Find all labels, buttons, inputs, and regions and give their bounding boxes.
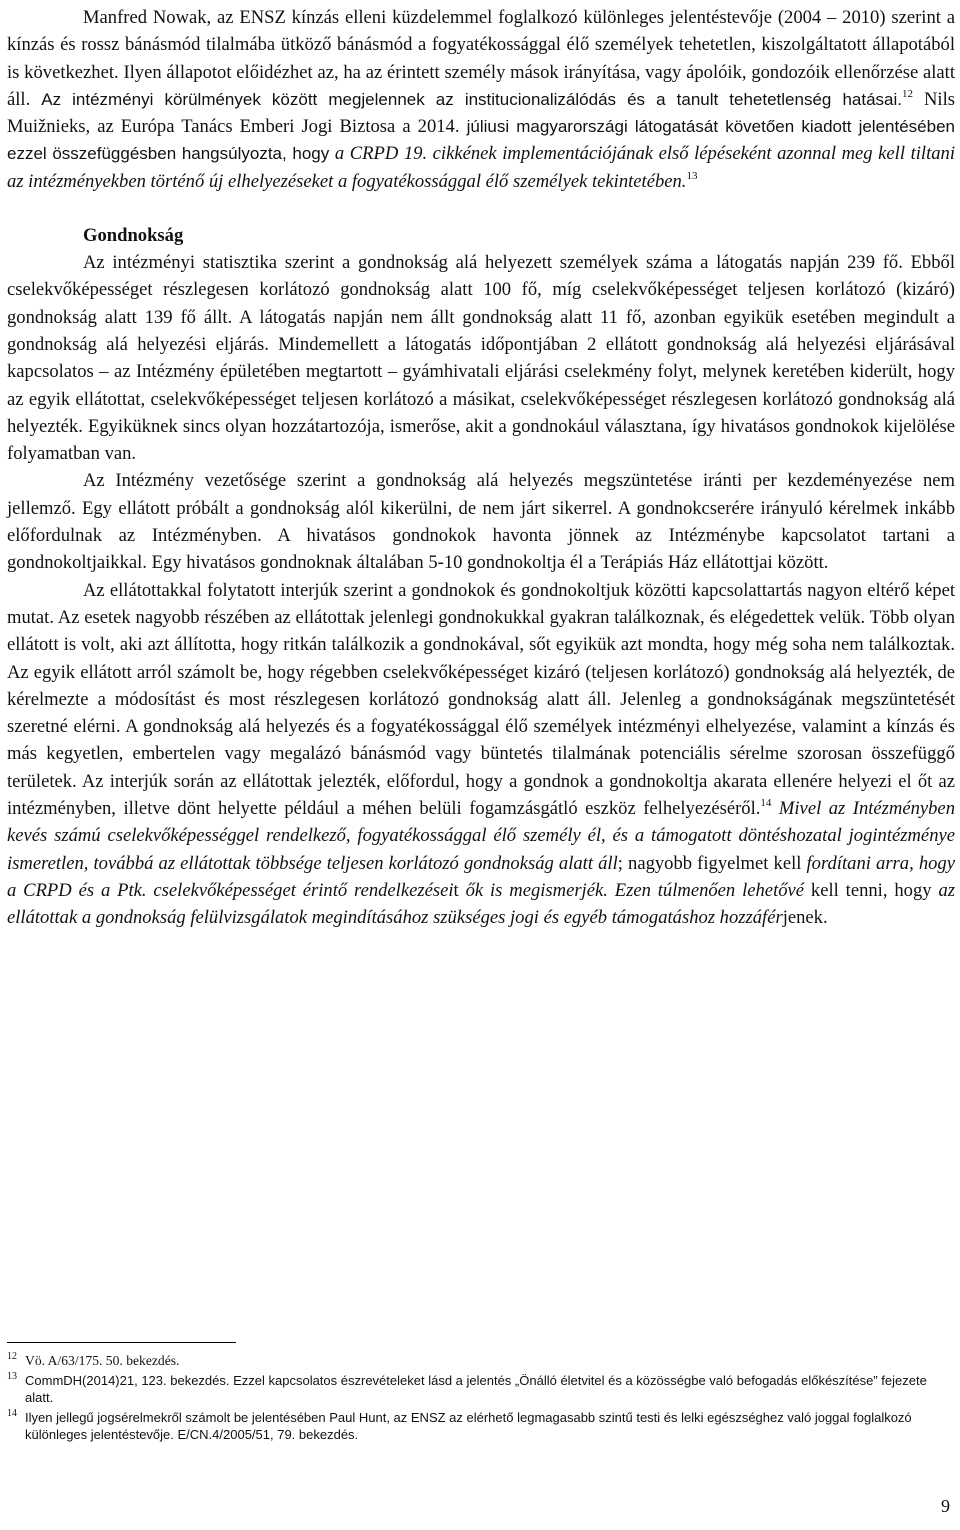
- footnote-text: Vö. A/63/175. 50. bekezdés.: [25, 1353, 180, 1368]
- footnote-ref-13[interactable]: 13: [686, 169, 698, 182]
- paragraph-text: Nils Muižnieks, az Európa Tanács Emberi Jogi Biztosa a 2014.: [7, 88, 955, 138]
- footnotes: [7, 1352, 955, 1446]
- footnote-13: [7, 1372, 955, 1407]
- italic-text: fordítani arra, hogy a CRPD és a Ptk. cselekvőképességet érintő rendelkezései: [7, 852, 955, 901]
- paragraph-text: ; nagyobb figyelmet kell: [617, 852, 802, 874]
- footnote-number: 12: [7, 1351, 17, 1362]
- italic-text: az ellátottak a gondnokság felülvizsgálatok megindításához szükséges jogi és egyéb támogatáshoz hozzáfér: [7, 879, 955, 929]
- footnote-14: [7, 1409, 955, 1444]
- footnote-ref-12[interactable]: 12: [902, 87, 913, 100]
- paragraph-statistics: Az intézményi statisztika szerint a gondnokság alá helyezett személyek száma a látogatás napján 239 fő. Ebből cselekvőképességet részlegesen korlátozó gondnokság alatt 100 fő, míg cselekvőképességet teljesen korlátozó (kizáró) gondnokság alatt 139 fő állt. A látogatás napján nem állt gondnokság alatt 11 fő, azonban egyikük esetében megindult a gondnokság alá helyezési eljárás. Mindemellett a látogatás időpontjában 2 ellátott gondnokság alá helyezési eljárásával kapcsolatos – az Intézmény épületében megtartott – gyámhivatali eljárási cselekmény folyt, melynek keretében kiderült, hogy az egyik ellátottat, cselekvőképességet teljesen korlátozó a másikat, cselekvőképességet részlegesen korlátozó gondnokság alá helyezték. Egyiküknek sincs olyan hozzátartozója, ismerőse, akit a gondnokául választana, így hivatásos gondnokok kijelölése folyamatban van.: [7, 252, 955, 465]
- paragraph-text: jenek.: [782, 907, 828, 929]
- section-heading: Gondnokság: [83, 225, 184, 247]
- italic-quote: a CRPD 19. cikkének implementációjának első lépéseként azonnal meg kell tiltani az intézményekben történő új elhelyezéseket a fogyatékossággal élő személyek tekintetében.: [7, 143, 955, 192]
- paragraph-text: t: [453, 879, 459, 901]
- paragraph-text: Manfred Nowak, az ENSZ kínzás elleni küzdelemmel foglalkozó különleges jelentéstevője (2004 – 2010) szerint a kínzás és rossz bánásmód tilalmába ütköző bánásmód a fogyatékossággal élő személyek tehetetlen, kiszolgáltatott állapotából is következhet. Ilyen állapotot előidézhet az, ha az érintett személy mások irányítása, vagy ápolóik, gondozóik ellenőrzése alatt áll.: [7, 7, 955, 110]
- footnote-number: 13: [7, 1370, 17, 1382]
- paragraph-text-sans: Az intézményi körülmények között megjelennek az institucionalizálódás és a tanult tehetetlenség hatásai.: [41, 89, 902, 109]
- italic-text: Mivel az Intézményben kevés számú cselekvőképességgel rendelkező, fogyatékossággal élő személy él, és a támogatott döntéshozatal jogintézménye ismeretlen, továbbá az ellátottak többsége teljesen korlátozó gondnokság alatt áll: [7, 798, 955, 874]
- footnote-number: 14: [7, 1407, 17, 1419]
- document-body: [7, 0, 955, 932]
- footnote-text: Ilyen jellegű jogsérelmekről számolt be jelentésében Paul Hunt, az ENSZ az elérhető legmagasabb szintű testi és lelki egészséghez való joggal foglalkozó különleges jelentéstevője. E/CN.4/2005/51, 79. bekezdés.: [25, 1409, 912, 1442]
- paragraph-interviews: [7, 577, 955, 932]
- page-number: 9: [941, 1496, 950, 1516]
- italic-text: ők is megismerjék. Ezen túlmenően lehetővé: [465, 879, 805, 901]
- paragraph-text: kell tenni, hogy: [810, 879, 932, 901]
- footnote-ref-14[interactable]: 14: [760, 796, 772, 809]
- paragraph-management: Az Intézmény vezetősége szerint a gondnokság alá helyezés megszüntetése iránti per kezdeményezése nem jellemző. Egy ellátott próbált a gondnokság alól kikerülni, de nem járt sikerrel. A gondnokcserére irányuló kérelmek inkább előfordulnak az Intézményben. A hivatásos gondnokok havonta jönnek az Intézménybe kapcsolatot tartani a gondnokoltjaikkal. Egy hivatásos gondnoknak általában 5-10 gondnokoltja él a Terápiás Ház ellátottjai között.: [7, 470, 955, 574]
- paragraph-nowak: [7, 4, 955, 195]
- paragraph-text: Az ellátottakkal folytatott interjúk szerint a gondnokok és gondnokoltjuk közötti kapcsolattartás nagyon eltérő képet mutat. Az esetek nagyobb részében az ellátottak jelenlegi gondnokukkal gyakran találkoznak, és elégedettek velük. Több olyan ellátott is volt, aki azt állította, hogy ritkán találkozik a gondnokával, sőt egyikük azt mondta, hogy még soha nem találkoztak. Az egyik ellátott arról számolt be, hogy régebben cselekvőképességet kizáró (teljesen korlátozó) gondnokság alá helyezték, de kérelmezte a módosítást és most részlegesen korlátozó gondnokság alatt áll. Jelenleg a gondnokságának megszüntetését szeretné elérni. A gondnokság alá helyezés és a fogyatékossággal élő személyek intézményi elhelyezése, valamint a kínzás és más kegyetlen, embertelen vagy megalázó bánásmód vagy büntetés tilalmának potenciális sérelme szorosan összefüggő területek. Az interjúk során az ellátottak jelezték, előfordul, hogy a gondnok a gondnokoltja akarata ellenére helyezi el őt az intézményben, illetve dönt helyette például a méhen belüli fogamzásgátló eszköz felhelyezéséről.: [7, 579, 955, 820]
- footnote-text: CommDH(2014)21, 123. bekezdés. Ezzel kapcsolatos észrevételeket lásd a jelentés „Önálló életvitel és a közösségbe való befogadás előkészítése” fejezete alatt.: [25, 1372, 927, 1405]
- paragraph-text-sans: júliusi magyarországi látogatását követően kiadott jelentésében ezzel összefüggésben hangsúlyozta, hogy: [7, 117, 955, 164]
- footnote-separator: [7, 1342, 236, 1343]
- footnote-12: [7, 1352, 955, 1370]
